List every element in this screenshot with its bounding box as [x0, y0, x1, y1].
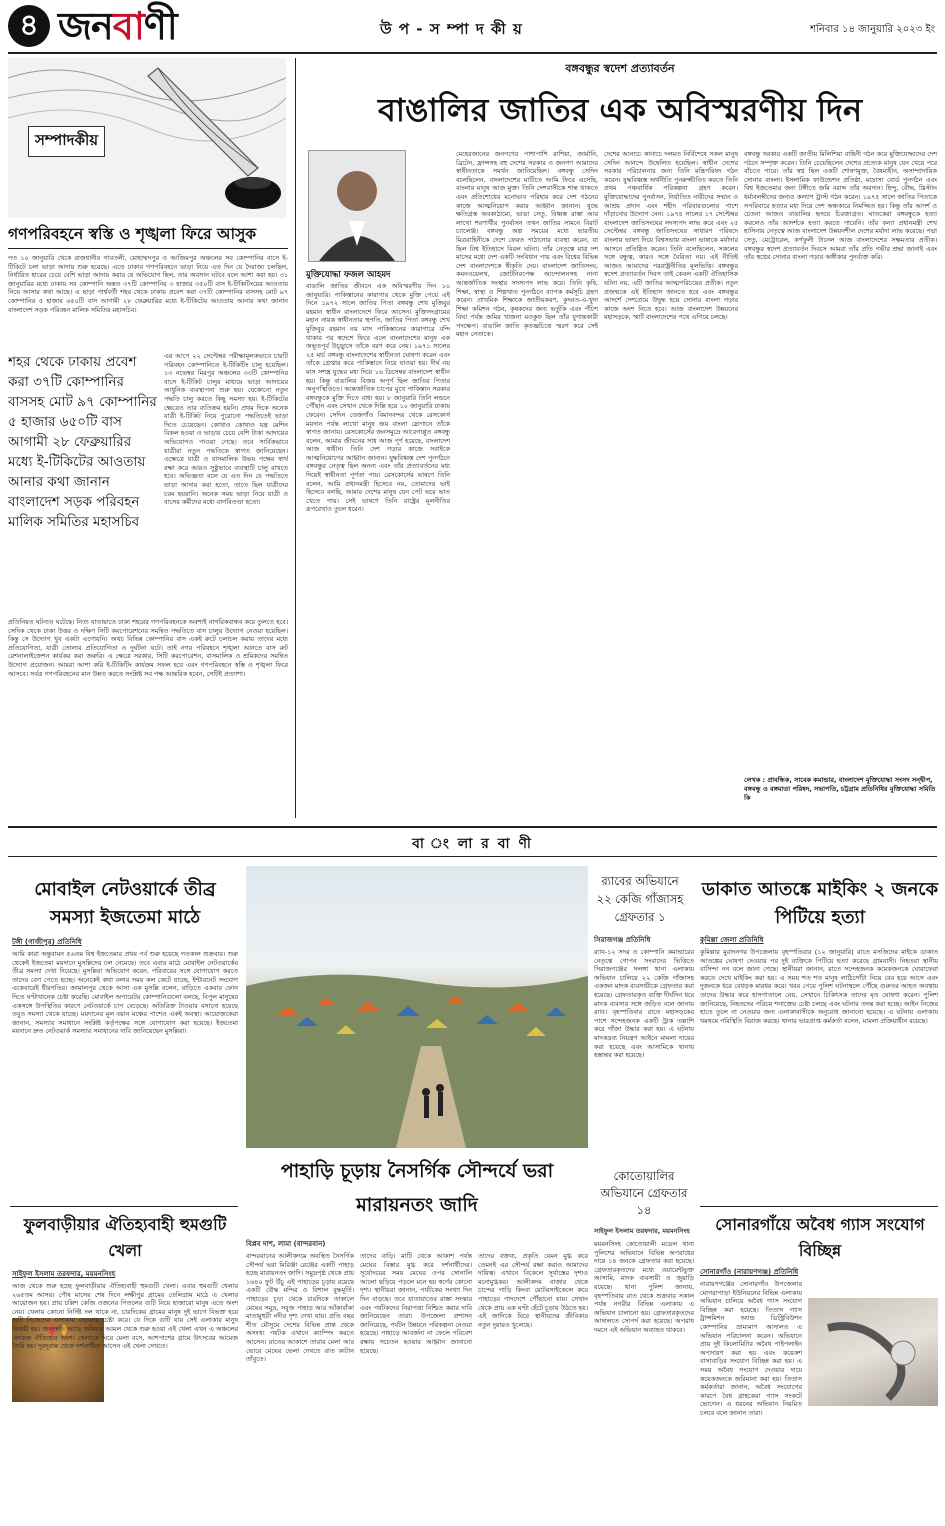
- gas-pipe-icon: [808, 1298, 938, 1406]
- kotwali-body: ময়মনসিংহ কোতোয়ালী মডেল থানা পুলিশের অভিযানে বিভিন্ন অপরাধের দায়ে ১৪ জনকে গ্রেফতার করা হয়েছে। গ্রেফতারকৃতদের মধ্যে ওয়ারেন্টভুক্ত আসামি, মাদক ব্যবসায়ী ও জুয়াড়ি রয়েছে। থানা পুলিশ জানায়, বৃহস্পতিবার রাত থেকে শুক্রবার সকাল পর্যন্ত নগরীর বিভিন্ন এলাকায় এ অভিযান চালানো হয়। গ্রেফতারকৃতদের আদালতে সোপর্দ করা হয়েছে। অপরাধ দমনে এই অভিযান অব্যাহত থাকবে।: [594, 1240, 694, 1334]
- editorial-body-2: এর আগে ২২ সেপ্টেম্বর পরীক্ষামূলকভাবে চারটি পরিবহন কোম্পানিতে ই-টিকিটিং চালু হয়েছিল। ১৩ নভেম্বর মিরপুর অঞ্চলের ৩৩টি কোম্পানির বাসে ই-টিকিট চালুর মাধ্যমে ভাড়া আদায়ের আধুনিক ব্যবস্থাপনা শুরু হয়। যেকোনো নতুন পদ্ধতি চালু করতে কিছু সমস্যা হয়। ই-টিকিটের ক্ষেত্রেও তার ব্যতিক্রম হয়নি। প্রথম দিকে অনেক যাত্রী ই-টিকিট নিয়ে পুরোনো পদ্ধতিতেই ভাড়া দিতে চেয়েছেন। কোথাও কোথাও যন্ত্র মেশিন বিকল হওয়া ও ভাড়ার চেয়ে বেশি টাকা আদায়ের অভিযোগও পাওয়া গেছে। তবে সার্বিকভাবে যাত্রীরা নতুন পদ্ধতিকে স্বাগত জানিয়েছেন। এক্ষেত্রে যাত্রী ও বাসমালিক উভয় পক্ষের স্বার্থ রক্ষা করে আরও সুষ্ঠুভাবে ব্যবস্থাটি চালু রাখতে হবে। অভিজ্ঞতা বলে যে এত দিন যে পদ্ধতিতে ভাড়া আদায় করা হতো, তাতে ছিল যাত্রীদের চরম হয়রানি। অনেক সময় ভাড়া নিয়ে যাত্রী ও বাসের কর্মীদের মধ্যে বাগবিতণ্ডা হতো।: [164, 352, 288, 507]
- ganja-body: র‍্যাব-১২ সদর ও কোম্পানি কমান্ডারের নেতৃত্বে গোপন সংবাদের ভিত্তিতে সিরাজগঞ্জের সলঙ্গা থানা এলাকায় অভিযান চালিয়ে ২২ কেজি গাঁজাসহ একজন মাদক ব্যবসায়ীকে গ্রেফতার করা হয়েছে। গ্রেফতারকৃত ব্যক্তি দীর্ঘদিন ধরে মাদক ব্যবসার সঙ্গে জড়িত বলে জানায় র‍্যাব। বৃহস্পতিবার রাতে মহাসড়কের পাশে সন্দেহজনক একটি ট্রাক তল্লাশি করে গাঁজা উদ্ধার করা হয়। এ ঘটনায় মাদকদ্রব্য নিয়ন্ত্রণ আইনে মামলা দায়ের করা হয়েছে এবং আসামিকে থানায় হস্তান্তর করা হয়েছে।: [594, 948, 694, 1060]
- feature-col-4: বঙ্গবন্ধু সরকার একটি জাতীয় মিলিশিয়া বাহিনী গঠন করে মুক্তিযোদ্ধাদের দেশ গঠনে সম্পৃক্ত করেন। তিনি চেয়েছিলেন দেশের প্রত্যেক মানুষ যেন খেয়ে পরে বাঁচতে পারে। তাঁর স্বপ্ন ছিল একটি শোষণমুক্ত, বৈষম্যহীন, অসাম্প্রদায়িক সোনার বাংলা। ইসলামিক ফাউন্ডেশন প্রতিষ্ঠা, মাদ্রাসা বোর্ড পুনর্গঠন এবং বিশ্ব ইজতেমার জন্য টঙ্গীতে জমি বরাদ্দ তাঁর অবদান। হিন্দু, বৌদ্ধ, খ্রিস্টান ধর্মাবলম্বীদের জন্যও কল্যাণ ট্রাস্ট গঠন করেন। ১৯৭৫ সালে জাতির পিতাকে সপরিবারে হত্যার মধ্য দিয়ে দেশ অন্ধকারে নিমজ্জিত হয়। কিন্তু তাঁর আদর্শ ও চেতনা আজও বাঙালির হৃদয়ে চিরজাগ্রত। ঘাতকেরা বঙ্গবন্ধুকে হত্যা করলেও তাঁর আদর্শকে হত্যা করতে পারেনি। তাঁর কন্যা প্রধানমন্ত্রী শেখ হাসিনার নেতৃত্বে আজ বাংলাদেশ উন্নয়নশীল দেশের মর্যাদা লাভ করেছে। পদ্মা সেতু, মেট্রোরেল, কর্ণফুলী টানেল আজ বাংলাদেশের সক্ষমতার প্রতীক। বঙ্গবন্ধুর স্বদেশ প্রত্যাবর্তন দিবসে আমরা তাঁর প্রতি গভীর শ্রদ্ধা জানাই এবং তাঁর স্বপ্নের সোনার বাংলা গড়ার অঙ্গীকার পুনর্ব্যক্ত করি।: [744, 150, 937, 262]
- photo-body-2: তাদের বাড়ি। মাটি থেকে আকাশ পর্যন্ত মেঘের বিস্তার মুগ্ধ করে দর্শনার্থীদের। সূর্যোদয়ের সময় মেঘের ওপর সোনালি আলো ছড়িয়ে পড়লে মনে হয় স্বর্গের কোনো দৃশ্য। স্থানীয়রা জানান, পর্যটকের সংখ্যা দিন দিন বাড়ছে। তবে যাতায়াতের রাস্তা সংস্কার এবং পর্যটকদের নিরাপত্তা নিশ্চিত করার দাবি জানিয়েছেন তারা। উপজেলা প্রশাসন জানিয়েছে, পর্যটন উন্নয়নে পরিকল্পনা নেওয়া হয়েছে। পাহাড়ে আবর্জনা না ফেলে পরিবেশ রক্ষায় সচেতন হওয়ার আহ্বান জানানো হয়েছে।: [360, 1252, 472, 1355]
- logo-prefix: জন: [58, 3, 113, 48]
- logo-suffix: াণী: [143, 3, 177, 48]
- editorial-body-3: প্রতিনিয়ত ঘটনাও ঘটেছে। নিত্য যাতায়াতে ঢাকা শহরের গণপরিবহনকে অবশ্যই নাগরিকবান্ধব করে তুলতে হবে। সেদিক থেকে ঢাকা উত্তর ও দক্ষিণ সিটি করপোরেশনের সমন্বিত পদ্ধতিতে বাস চালুর উদ্যোগ নেওয়া হয়েছিল। কিন্তু সে উদ্যোগ খুব একটা এগোয়নি। অথচ বিভিন্ন কোম্পানির বাস একই রুটে চলাচল করায় তাদের মধ্যে প্রতিযোগিতা, যাত্রী তোলার প্রতিযোগিতা ও দুর্ঘটনা ঘটে। তাই নগর পরিবহনে শৃঙ্খলা আনতে বাস রুট রেশনালাইজেশন কার্যকর করা জরুরি। এ ক্ষেত্রে সরকার, সিটি করপোরেশন, বাসমালিক ও শ্রমিকদের সমন্বিত উদ্যোগ প্রয়োজন। আমরা আশা করি ই-টিকিটিং কার্যক্রম সফল হবে এবং গণপরিবহনে স্বস্তি ও শৃঙ্খলা ফিরে আসবে। সর্বত্র গণপরিবহনের মান উন্নত করতে সংশ্লিষ্ট সব পক্ষ আন্তরিক হবেন, সেটিই প্রত্যাশা।: [8, 618, 288, 678]
- column-divider: [295, 58, 296, 818]
- ganja-byline: সিরাজগঞ্জ প্রতিনিধি: [594, 936, 651, 944]
- editorial-pullquote: শহর থেকে ঢাকায় প্রবেশ করা ৩৭টি কোম্পানির বাসসহ মোট ৯৭ কোম্পানির ৫ হাজার ৬৫০টি বাস আগামী ২৮ ফেব্রুয়ারির মধ্যে ই-টিকিটের আওতায় আনার কথা জানান বাংলাদেশ সড়ক পরিবহন মালিক সমিতির মহাসচিব: [8, 354, 157, 530]
- campsite-photo: [246, 866, 588, 1148]
- editorial-banner-label: সম্পাদকীয়: [28, 126, 105, 157]
- feature-col-2: মেহেরজানের জনগণের পাশাপাশি রাশিয়া, জার্মানি, ব্রিটেন, ফ্রান্সসহ বহু দেশের সরকার ও জনগণ আমাদের স্বাধীনতাকে সমর্থন জানিয়েছিল। বঙ্গবন্ধু সেদিন বলেছিলেন, বাংলাদেশের মাটিতে আমি ফিরে এসেছি, বাংলার মানুষ আজ মুক্ত। তিনি দেশবাসীকে শান্ত থাকতে এবং প্রতিশোধের মনোভাব পরিহার করে দেশ গঠনের কাজে আত্মনিয়োগ করার আহ্বান জানান। যুদ্ধে ক্ষতিগ্রস্ত অবকাঠামো, ভাঙা সেতু, বিধ্বস্ত রাস্তা আর লাখো শরণার্থীর পুনর্বাসন তখন জাতির সামনে বিরাট চ্যালেঞ্জ। বঙ্গবন্ধু অল্প সময়ের মধ্যে ভারতীয় মিত্রবাহিনীকে দেশে ফেরত পাঠানোর ব্যবস্থা করেন, যা ছিল বিশ্ব ইতিহাসে বিরল ঘটনা। তাঁর নেতৃত্বে মাত্র দশ মাসের মধ্যে দেশ একটি সংবিধান পায় এবং বিশ্বের বিভিন্ন দেশ বাংলাদেশকে স্বীকৃতি দেয়। বাংলাদেশ জাতিসংঘ, কমনওয়েলথ, জোটনিরপেক্ষ আন্দোলনসহ নানা আন্তর্জাতিক সংস্থার সদস্যপদ লাভ করে। তিনি কৃষি, শিক্ষা, স্বাস্থ্য ও শিল্পখাত পুনর্গঠনে ব্যাপক কর্মসূচি গ্রহণ করেন। প্রাথমিক শিক্ষাকে জাতীয়করণ, কুদরত-এ-খুদা শিক্ষা কমিশন গঠন, কৃষকদের জন্য ভর্তুকি এবং পঁচিশ বিঘা পর্যন্ত জমির খাজনা মওকুফ ছিল তাঁর যুগান্তকারী পদক্ষেপ। বাঙালি জাতি কৃতজ্ঞচিত্তে স্মরণ করে সেই মহান নেতাকে।: [456, 150, 598, 339]
- person-silhouette-icon: [309, 151, 405, 261]
- masthead-logo: [58, 4, 177, 48]
- gas-pipe-photo: [808, 1298, 938, 1406]
- feature-col-3: দেশের আনাচে কানাচে দলমত নির্বিশেষে সকল মানুষ সেদিন আনন্দে উদ্বেলিত হয়েছিল। স্বাধীন দেশের সরকার পরিচালনার জন্য তিনি মন্ত্রিপরিষদ গঠন করেন। যুদ্ধবিধ্বস্ত অর্থনীতি পুনরুজ্জীবিত করতে তিনি প্রথম পঞ্চবার্ষিক পরিকল্পনা গ্রহণ করেন। মুক্তিযোদ্ধাদের পুনর্বাসন, নির্যাতিত নারীদের সম্মান ও আশ্রয় প্রদান এবং শহীদ পরিবারগুলোর পাশে দাঁড়ানোর উদ্যোগ নেন। ১৯৭৪ সালের ১৭ সেপ্টেম্বর বাংলাদেশ জাতিসংঘের সদস্যপদ লাভ করে এবং ২৫ সেপ্টেম্বর বঙ্গবন্ধু জাতিসংঘের সাধারণ পরিষদে বাংলায় ভাষণ দিয়ে বিশ্বসভায় বাংলা ভাষাকে মর্যাদার আসনে প্রতিষ্ঠিত করেন। তিনি বলেছিলেন, সকলের সঙ্গে বন্ধুত্ব, কারও সঙ্গে বৈরিতা নয়। এই নীতিই আজও আমাদের পররাষ্ট্রনীতির মূলভিত্তি। বঙ্গবন্ধুর স্বদেশ প্রত্যাবর্তন দিবস তাই কেবল একটি ঐতিহাসিক ঘটনা নয়, এটি জাতির আত্মপরিচয়ের প্রতীক। নতুন প্রজন্মকে এই ইতিহাস জানতে হবে এবং বঙ্গবন্ধুর আদর্শে দেশপ্রেমে উদ্বুদ্ধ হয়ে সোনার বাংলা গড়ার কাজে অংশ নিতে হবে। আজ বাংলাদেশ উন্নয়নের মহাসড়কে, স্মার্ট বাংলাদেশের পথে এগিয়ে চলছে।: [604, 150, 738, 322]
- editorial-banner: [8, 58, 286, 218]
- photo-headline: পাহাড়ি চূড়ায় নৈসর্গিক সৌন্দর্যে ভরা মারায়নতং জাদি: [280, 1160, 554, 1216]
- folk-top-rule: [10, 1206, 238, 1207]
- page-number-badge: [8, 5, 50, 47]
- section-bar-top: [8, 826, 937, 828]
- feature-author-note: লেখক : প্রাবন্ধিক, সাবেক কমান্ডার, বাংলাদেশ মুক্তিযোদ্ধা সংসদ সন্দ্বীপ, বঙ্গবন্ধু ও বঙ্গমাতা পরিষদ, সভাপতি, চট্টগ্রাম প্রতিনিধির মুক্তিযোদ্ধা সমিতি কি: [744, 776, 936, 802]
- logo-highlight: ব: [112, 3, 144, 48]
- gas-top-rule: [700, 1206, 938, 1207]
- mobile-byline: টঙ্গী (গাজীপুর) প্রতিনিধি: [12, 938, 82, 946]
- gas-byline: সোনারগাঁও (নারায়ণগঞ্জ) প্রতিনিধি: [700, 1268, 799, 1276]
- ganja-headline: র‍্যাবের অভিযানে ২২ কেজি গাঁজাসহ গ্রেফতার ১: [596, 874, 684, 924]
- photo-byline: বিপ্লব দাশ, লামা (বান্দরবান): [246, 1240, 326, 1248]
- section-title: উ প - স ম্পা দ কী য়: [380, 20, 523, 38]
- editorial-rule: [8, 248, 288, 249]
- robbery-headline: ডাকাত আতঙ্কে মাইকিং ২ জনকে পিটিয়ে হত্যা: [701, 879, 939, 928]
- issue-date: শনিবার ১৪ জানুয়ারি ২০২৩ ইং: [810, 24, 935, 35]
- feature-col-1: বাঙালি জাতির জীবনে এক অবিস্মরণীয় দিন ১০ জানুয়ারি। পাকিস্তানের কারাগার থেকে মুক্তি পেয়ে এই দিনে ১৯৭২ সালে জাতির পিতা বঙ্গবন্ধু শেখ মুজিবুর রহমান স্বাধীন বাংলাদেশে ফিরে আসেন। মুক্তিসংগ্রামের মহান নায়ক স্বাধীনতার স্থপতি, জাতির পিতা বঙ্গবন্ধু শেখ মুজিবুর রহমান নয় মাস পাকিস্তানের কারাগারে বন্দি থাকার পর স্বদেশে ফিরে এলে বাংলাদেশের মানুষ এক অভূতপূর্ব উচ্ছ্বাসে তাঁকে বরণ করে নেয়। ১৯৭১ সালের ২৫ মার্চ বঙ্গবন্ধু বাংলাদেশের স্বাধীনতা ঘোষণা করেন এবং তাঁকে গ্রেপ্তার করে পাকিস্তানে নিয়ে যাওয়া হয়। দীর্ঘ নয় মাস সশস্ত্র যুদ্ধের মধ্য দিয়ে ১৬ ডিসেম্বর বাংলাদেশ স্বাধীন হয়। কিন্তু বাঙালির বিজয় অপূর্ণ ছিল জাতির পিতার অনুপস্থিতিতে। আন্তর্জাতিক চাপের মুখে পাকিস্তান সরকার বঙ্গবন্ধুকে মুক্তি দিতে বাধ্য হয়। ৮ জানুয়ারি তিনি লন্ডনে পৌঁছান এবং সেখান থেকে দিল্লি হয়ে ১০ জানুয়ারি ঢাকায় ফেরেন। সেদিন তেজগাঁও বিমানবন্দর থেকে রেসকোর্স ময়দান পর্যন্ত লাখো মানুষ জয় বাংলা স্লোগানে তাঁকে স্বাগত জানায়। রেসকোর্সের জনসমুদ্রে আবেগাপ্লুত বঙ্গবন্ধু বলেন, আমার জীবনের সাধ আজ পূর্ণ হয়েছে, বাংলাদেশ আজ স্বাধীন। তিনি দেশ গড়ার কাজে সবাইকে আত্মনিয়োগের আহ্বান জানান। যুদ্ধবিধ্বস্ত দেশ পুনর্গঠনে বঙ্গবন্ধুর নেতৃত্ব ছিল অনন্য এবং তাঁর প্রত্যাবর্তনের মধ্য দিয়েই স্বাধীনতা পূর্ণতা পায়। রেসকোর্সের ভাষণে তিনি বলেন, আমি প্রধানমন্ত্রী হিসেবে নয়, তোমাদের ভাই হিসেবে বলছি, আমার দেশের মানুষ যেন পেট ভরে ভাত খেতে পায়। সেই ভাষণে তিনি রাষ্ট্রের মূলনীতির রূপরেখাও তুলে ধরেন।: [306, 282, 450, 514]
- hilltop-tents-illustration: [246, 866, 588, 1148]
- author-photo: [308, 150, 406, 262]
- photo-body-3: তাদের বক্তব্য, প্রকৃতি যেমন মুগ্ধ করে তেমনই এর সৌন্দর্য রক্ষা করাও আমাদের দায়িত্ব। এখানে বিকেলে সূর্যাস্তের দৃশ্যও মনোমুগ্ধকর। আলীকদম বাজার থেকে চান্দের গাড়ি কিংবা মোটরসাইকেলে করে পাহাড়ের পাদদেশে পৌঁছানো যায়। সেখান থেকে প্রায় এক ঘণ্টা হেঁটে চূড়ায় উঠতে হয়। এই জাদিকে ঘিরে স্থানীয়দের জীবিকার নতুন দুয়ারও খুলেছে।: [478, 1252, 588, 1329]
- gas-headline: সোনারগাঁয়ে অবৈধ গ্যাস সংযোগ বিচ্ছিন্ন: [715, 1215, 925, 1260]
- mobile-headline: মোবাইল নেটওয়ার্কে তীব্র সমস্যা ইজতেমা মাঠে: [34, 879, 216, 928]
- editorial-headline: গণপরিবহনে স্বস্তি ও শৃঙ্খলা ফিরে আসুক: [8, 225, 257, 243]
- folk-byline: সাইফুল ইসলাম তরফদার, ময়মনসিংহ: [12, 1270, 116, 1278]
- feature-kicker: বঙ্গবন্ধুর স্বদেশ প্রত্যাবর্তন: [565, 62, 675, 75]
- header-rule: [8, 52, 937, 54]
- editorial-body-1: গত ১০ জানুয়ারি থেকে রাজধানীর গাবতলী, মোহাম্মদপুর ও আজিমপুর অঞ্চলের সব কোম্পানির বাসে ই-টিকিটে চলা ভাড়া আদায় শুরু হয়েছে। এতে ঢাকার গণপরিবহনে ভাড়া নিয়ে এত দিন যে দৈরাজ্য চলছিল, নির্ধারিত হারের চেয়ে বেশি ভাড়া আদায় করার যে অভিযোগ ছিল, তার অবসান ঘটবে বলে আশা করা হয়। ৩১ জানুয়ারির মধ্যে ঢাকায় সব কোম্পানি অন্তত ৩৭টি কোম্পানির ৩ হাজার ৩৫০টি বাস ই-টিকিটিংয়ের আওতায় নিয়ে আসার কথা আছে। এ ছাড়া পার্শ্ববর্তী শহর থেকে ঢাকায় প্রবেশ করা ৩৭টি কোম্পানির বাসসহ মোট ৯৭ কোম্পানির ৫ হাজার ৬৫০টি বাস আগামী ২৮ ফেব্রুয়ারির মধ্যে ই-টিকিটের আওতায় আনার কথা জানান বাংলাদেশ সড়ক পরিবহন মালিক সমিতির মহাসচিব।: [8, 254, 288, 314]
- photo-body-1: বান্দরবানের আলীকদমে অবস্থিত নৈসর্গিক সৌন্দর্য ভরা মিরিঞ্জা রেঞ্জের একটি পাহাড় হচ্ছে মারায়নতং জাদি। সমুদ্রপৃষ্ঠ থেকে প্রায় ১৬৪০ ফুট উঁচু এই পাহাড়ের চূড়ায় রয়েছে একটি বৌদ্ধ মন্দির ও বিশাল বুদ্ধমূর্তি। পাহাড়ের চূড়া থেকে চারদিকে তাকালে মেঘের সমুদ্র, সবুজ পাহাড় আর আঁকাবাঁকা মাতামুহুরী নদীর দৃশ্য দেখা যায়। প্রতি বছর শীত মৌসুমে দেশের বিভিন্ন প্রান্ত থেকে অসংখ্য পর্যটক এখানে ক্যাম্পিং করতে আসেন। রাতের আকাশে তারার মেলা আর ভোরে মেঘের ভেলা দেখতে রাত কাটান তাঁবুতে।: [246, 1252, 354, 1364]
- section2-title: বা ং লা র বা ণী: [412, 836, 533, 852]
- kotwali-headline: কোতোয়ালির অভিযানে গ্রেফতার ১৪: [600, 1169, 688, 1217]
- feature-headline: বাঙালির জাতির এক অবিস্মরণীয় দিন: [377, 91, 863, 129]
- robbery-byline: কুমিল্লা জেলা প্রতিনিধি: [700, 936, 764, 944]
- section-bar-bottom: [8, 856, 937, 857]
- kotwali-byline: সাইফুল ইসলাম তরফদার, ময়মনসিংহ: [594, 1227, 690, 1235]
- folk-headline: ফুলবাড়ীয়ার ঐতিহ্যবাহী হুমগুটি খেলা: [23, 1215, 227, 1260]
- mobile-body: আমি কারা অন্তুবামন ৫৬তম বিশ্ব ইজতেমার প্রথম পর্ব শুরু হয়েছে গতকাল শুক্রবার। শুরু থেকেই ইজতেমা ময়দানে মুসল্লিদের ঢল নেমেছে। তবে এবার মাঠে মোবাইল নেটওয়ার্কের তীব্র সমস্যা দেখা দিয়েছে। মুসল্লিরা অভিযোগ করেন, পরিবারের সঙ্গে যোগাযোগ করতে তাদের বেগ পেতে হচ্ছে। অনেকেই কথা বলার সময় কল কেটে যাচ্ছে, ইন্টারনেট সংযোগ একেবারেই ধীরগতির। জামালপুর থেকে আসা এক মুসল্লি বলেন, বাড়িতে একবার ফোন দিতে ঘণ্টাখানেক চেষ্টা করেছি। মোবাইল অপারেটর কোম্পানিগুলো বলছে, বিপুল মানুষের একসঙ্গে উপস্থিতির কারণে নেটওয়ার্কে চাপ বেড়েছে। অতিরিক্ত টাওয়ার বসানো হয়েছে তবুও সমস্যা থেকে যাচ্ছে। ময়দানের মূল বয়ান মঞ্চের পাশেও একই অবস্থা। আয়োজকেরা জানান, সমস্যার সমাধানে সংশ্লিষ্ট কর্তৃপক্ষের সঙ্গে যোগাযোগ করা হয়েছে। ইজতেমা ময়দানে দ্রুত নেটওয়ার্ক সমস্যার সমাধানের দাবি জানিয়েছেন মুসল্লিরা।: [12, 950, 238, 1036]
- page-number: ৪: [19, 8, 39, 43]
- gas-body: নারায়ণগঞ্জের সোনারগাঁও উপজেলার মোগরাপাড়া ইউনিয়নের বিভিন্ন এলাকায় অভিযান চালিয়ে অবৈধ গ্যাস সংযোগ বিচ্ছিন্ন করা হয়েছে। তিতাস গ্যাস ট্রান্সমিশন অ্যান্ড ডিস্ট্রিবিউশন কোম্পানির ভ্রাম্যমাণ আদালত এ অভিযান পরিচালনা করেন। অভিযানে প্রায় দুই কিলোমিটার অবৈধ পাইপলাইন অপসারণ করা হয় এবং কয়েকশ বাসাবাড়ির সংযোগ বিচ্ছিন্ন করা হয়। এ সময় অবৈধ সংযোগ দেওয়ার দায়ে কয়েকজনকে জরিমানা করা হয়। তিতাস কর্মকর্তারা জানান, অবৈধ সংযোগের কারণে বৈধ গ্রাহকেরা গ্যাস সংকটে ভোগেন। এ ধরনের অভিযান নিয়মিত চলবে বলে জানান তারা।: [700, 1280, 802, 1417]
- robbery-body: কুমিল্লার মুরাদনগর উপজেলায় বৃহস্পতিবার (১২ জানুয়ারি) রাতে মসজিদের মাইকে ডাকাত আতঙ্কের ঘোষণা দেওয়ার পর দুই ব্যক্তিকে পিটিয়ে হত্যা করেছে গ্রামবাসী। নিহতরা স্থানীয় বাসিন্দা নন বলে জানা গেছে। স্থানীয়রা জানান, রাতে সন্দেহজনক কয়েকজনকে ঘোরাফেরা করতে দেখে মাইকিং করা হয়। এ সময় শত শত মানুষ লাঠিসোঁটা নিয়ে বের হয়ে আসে এবং দুজনকে ধরে বেধড়ক মারধর করে। খবর পেয়ে পুলিশ ঘটনাস্থলে পৌঁছে গুরুতর আহত অবস্থায় তাদের উদ্ধার করে হাসপাতালে নেয়, সেখানে চিকিৎসক তাদের মৃত ঘোষণা করেন। পুলিশ জানিয়েছে, নিহতদের পরিচয় শনাক্তের চেষ্টা চলছে এবং ঘটনার তদন্ত করা হচ্ছে। আইন নিজের হাতে তুলে না নেওয়ার জন্য এলাকাবাসীকে অনুরোধ জানানো হয়েছে। এ ঘটনায় এলাকায় থমথমে পরিস্থিতি বিরাজ করছে। থানার ভারপ্রাপ্ত কর্মকর্তা বলেন, মামলা প্রক্রিয়াধীন রয়েছে।: [700, 948, 938, 1025]
- folk-body: আজ থেকে শুরু হচ্ছে ফুলবাড়ীয়ার ঐতিহ্যবাহী হুমগুটি খেলা। এবার হুমগুটি খেলার ২৬৫তম আসর। পৌষ মাসের শেষ দিনে লক্ষীপুর গ্রামের তেলিগ্রাম মাঠে এ খেলার আয়োজন হয়। প্রায় চল্লিশ কেজি ওজনের পিতলের গুটি নিয়ে হাজারো মানুষ এতে অংশ নেয়। খেলায় কোনো নির্দিষ্ট দল থাকে না, চারদিকের গ্রামের মানুষ দুই ভাগে বিভক্ত হয়ে গুটি নিজেদের এলাকায় নেওয়ার চেষ্টা করে। যে দিকে গুটি যায় সেই এলাকার মানুষ বিজয়ী হয়। জনশ্রুতি আছে জমিদার আমল থেকে শুরু হওয়া এই খেলা এখন এ অঞ্চলের লোকজ ঐতিহ্যের অংশ। খেলাকে ঘিরে মেলা বসে, আশপাশের গ্রামে উৎসবের আমেজ তৈরি হয়। দূরদূরান্ত থেকে দর্শনার্থীরা আসেন এই খেলা দেখতে।: [12, 1282, 238, 1351]
- feature-byline: মুক্তিযোদ্ধা ফজল আহমদ: [306, 270, 391, 280]
